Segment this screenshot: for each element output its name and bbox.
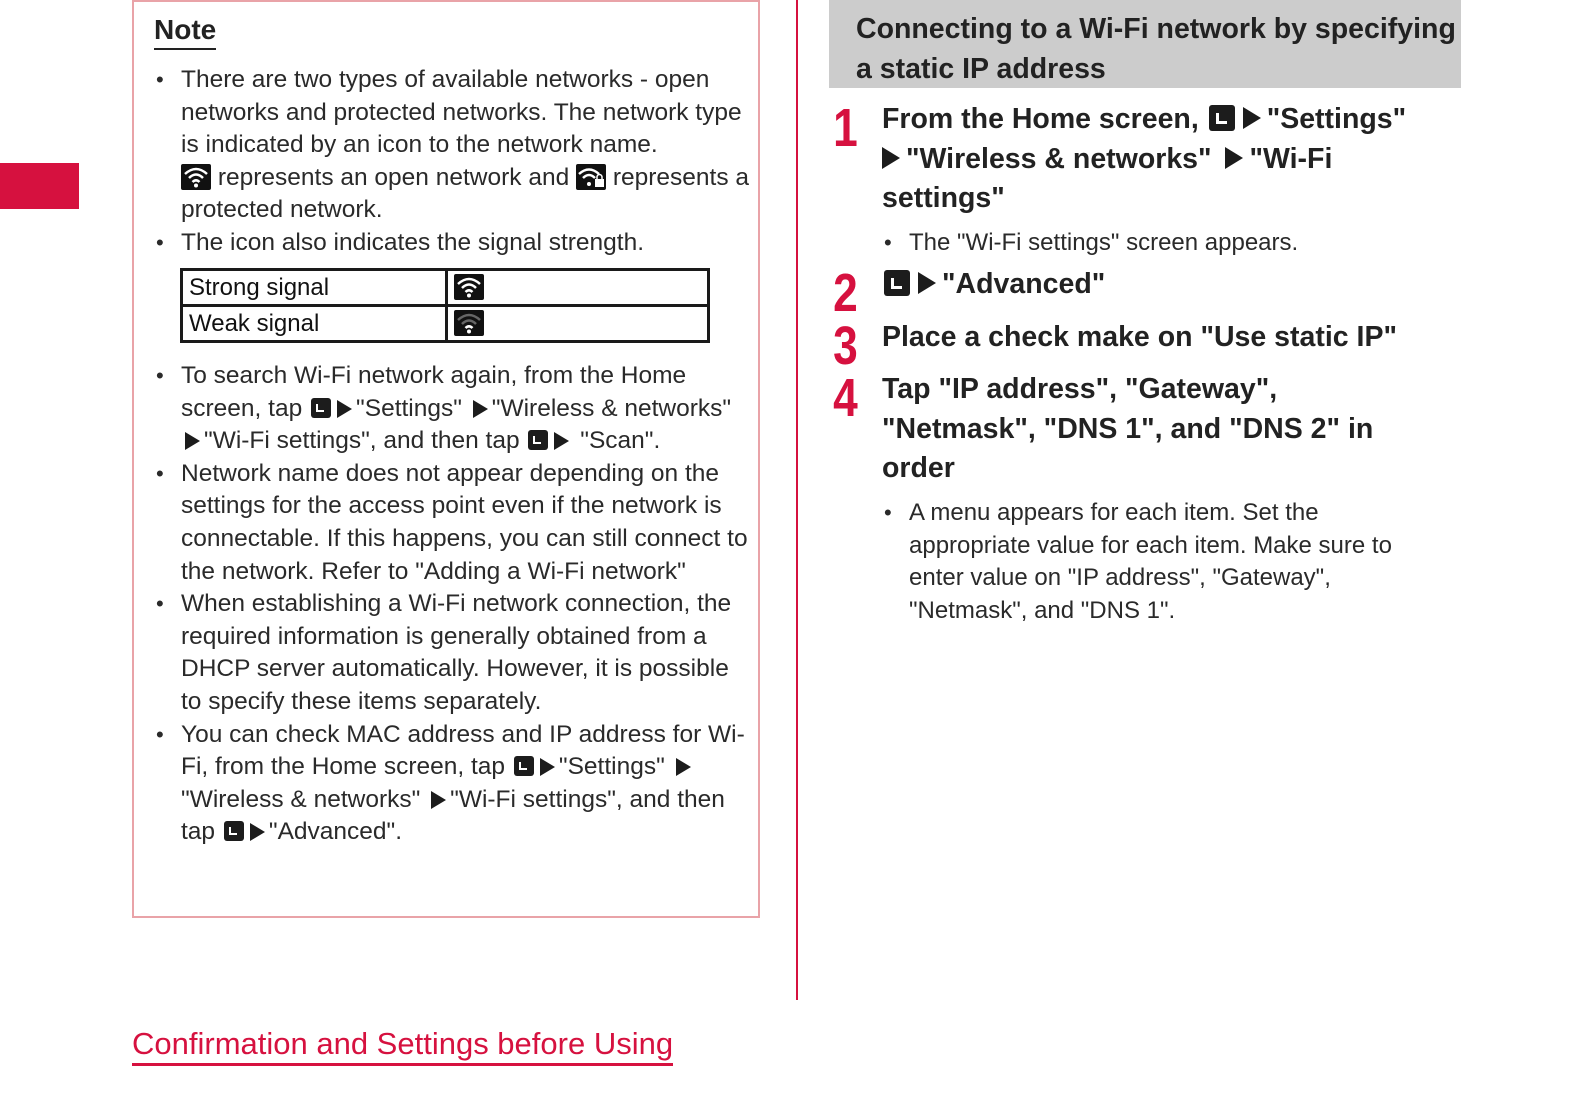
step-note — [882, 497, 1402, 627]
step-text: From the Home screen, — [882, 103, 1199, 135]
step-note-text: • The "Wi-Fi settings" screen appears. — [882, 227, 1462, 260]
step-note — [882, 227, 1462, 260]
menu-key-icon — [884, 270, 910, 296]
bullet-text: You can check MAC address and IP address for Wi-Fi, from the Home screen, tap — [181, 720, 745, 781]
step-number: 4 — [833, 368, 858, 428]
step-text: "Advanced" — [942, 268, 1106, 300]
arrow-right-icon — [1243, 107, 1261, 129]
arrow-right-icon — [676, 758, 691, 776]
bullet-text: "Settings" — [558, 753, 665, 781]
note-bullets-bottom — [154, 360, 754, 849]
bullet-text: There are two types of available networks - open networks and protected networks. The network type is indicated by an icon to the network name. — [181, 66, 742, 159]
step-instruction: Tap "IP address", "Gateway", "Netmask", "DNS 1", and "DNS 2" in order — [882, 373, 1374, 484]
note-box — [132, 0, 760, 918]
step-instruction — [882, 265, 1462, 305]
arrow-right-icon — [554, 432, 569, 450]
bullet-text: "Wireless & networks" — [491, 394, 732, 422]
side-chapter-tab — [0, 163, 79, 209]
chapter-footer-link[interactable]: Confirmation and Settings before Using — [132, 1026, 673, 1066]
signal-icon-cell — [447, 270, 709, 306]
bullet-text: To search Wi-Fi network again, from the Home screen, tap — [181, 362, 687, 422]
table-row — [182, 306, 709, 342]
step-instruction — [882, 100, 1462, 219]
note-bullet-dhcp: • When establishing a Wi-Fi network connection, the required information is generally obtained from a DHCP server automatically. However, it is possible to specify these items separately. — [154, 588, 754, 718]
arrow-right-icon — [882, 147, 900, 169]
step-number: 2 — [833, 263, 858, 323]
bullet-text: represents a protected network. — [181, 163, 750, 224]
step-note-text: • A menu appears for each item. Set the appropriate value for each item. Make sure to enter value on "IP address", "Gateway", "Netmask", and "DNS 1". — [882, 497, 1402, 627]
wifi-protected-icon — [576, 164, 606, 190]
signal-label: Weak signal — [182, 306, 447, 342]
signal-icon-cell — [447, 306, 709, 342]
menu-key-icon — [514, 756, 534, 776]
step-text: "Settings" — [1266, 103, 1407, 135]
arrow-right-icon — [185, 432, 200, 450]
signal-label: Strong signal — [182, 270, 447, 306]
bullet-text: "Advanced". — [268, 818, 403, 846]
wifi-weak-icon — [454, 310, 484, 336]
step-text: "Wi-Fi settings" — [882, 142, 1333, 214]
wifi-strong-icon — [454, 274, 484, 300]
note-bullet-network-types — [154, 64, 754, 227]
bullet-text: "Wireless & networks" — [181, 785, 421, 813]
step-number: 1 — [833, 98, 858, 158]
section-heading: Connecting to a Wi-Fi network by specifying a static IP address — [829, 0, 1461, 88]
note-bullet-signal: • The icon also indicates the signal strength. — [154, 227, 754, 260]
column-divider — [796, 0, 798, 1000]
step-instruction: Place a check make on "Use static IP" — [882, 321, 1397, 353]
signal-strength-table — [180, 268, 710, 343]
note-title: Note — [154, 14, 216, 50]
note-bullet-search — [154, 360, 754, 458]
arrow-right-icon — [918, 272, 936, 294]
bullet-text: represents an open network and — [217, 163, 570, 191]
bullet-text: "Wi-Fi settings", and then tap — [204, 427, 520, 455]
arrow-right-icon — [250, 823, 265, 841]
wifi-open-icon — [181, 164, 211, 190]
note-bullet-network-name: • Network name does not appear depending on the settings for the access point even if the network is connectable. If this happens, you can still connect to the network. Refer to "Adding a Wi-Fi network" — [154, 458, 754, 588]
bullet-text: "Scan". — [580, 427, 661, 455]
arrow-right-icon — [473, 400, 488, 418]
note-bullet-mac — [154, 719, 754, 849]
menu-key-icon — [1209, 105, 1235, 131]
table-row — [182, 270, 709, 306]
arrow-right-icon — [540, 758, 555, 776]
arrow-right-icon — [1225, 147, 1243, 169]
note-bullets-top — [154, 64, 754, 260]
bullet-text: "Settings" — [356, 394, 462, 422]
step-text: "Wireless & networks" — [906, 142, 1212, 175]
menu-key-icon — [224, 821, 244, 841]
arrow-right-icon — [431, 791, 446, 809]
menu-key-icon — [311, 398, 331, 418]
arrow-right-icon — [337, 400, 352, 418]
menu-key-icon — [528, 430, 548, 450]
bullet-text: "Wi-Fi settings", and then tap — [181, 785, 725, 846]
step-number: 3 — [833, 316, 858, 376]
